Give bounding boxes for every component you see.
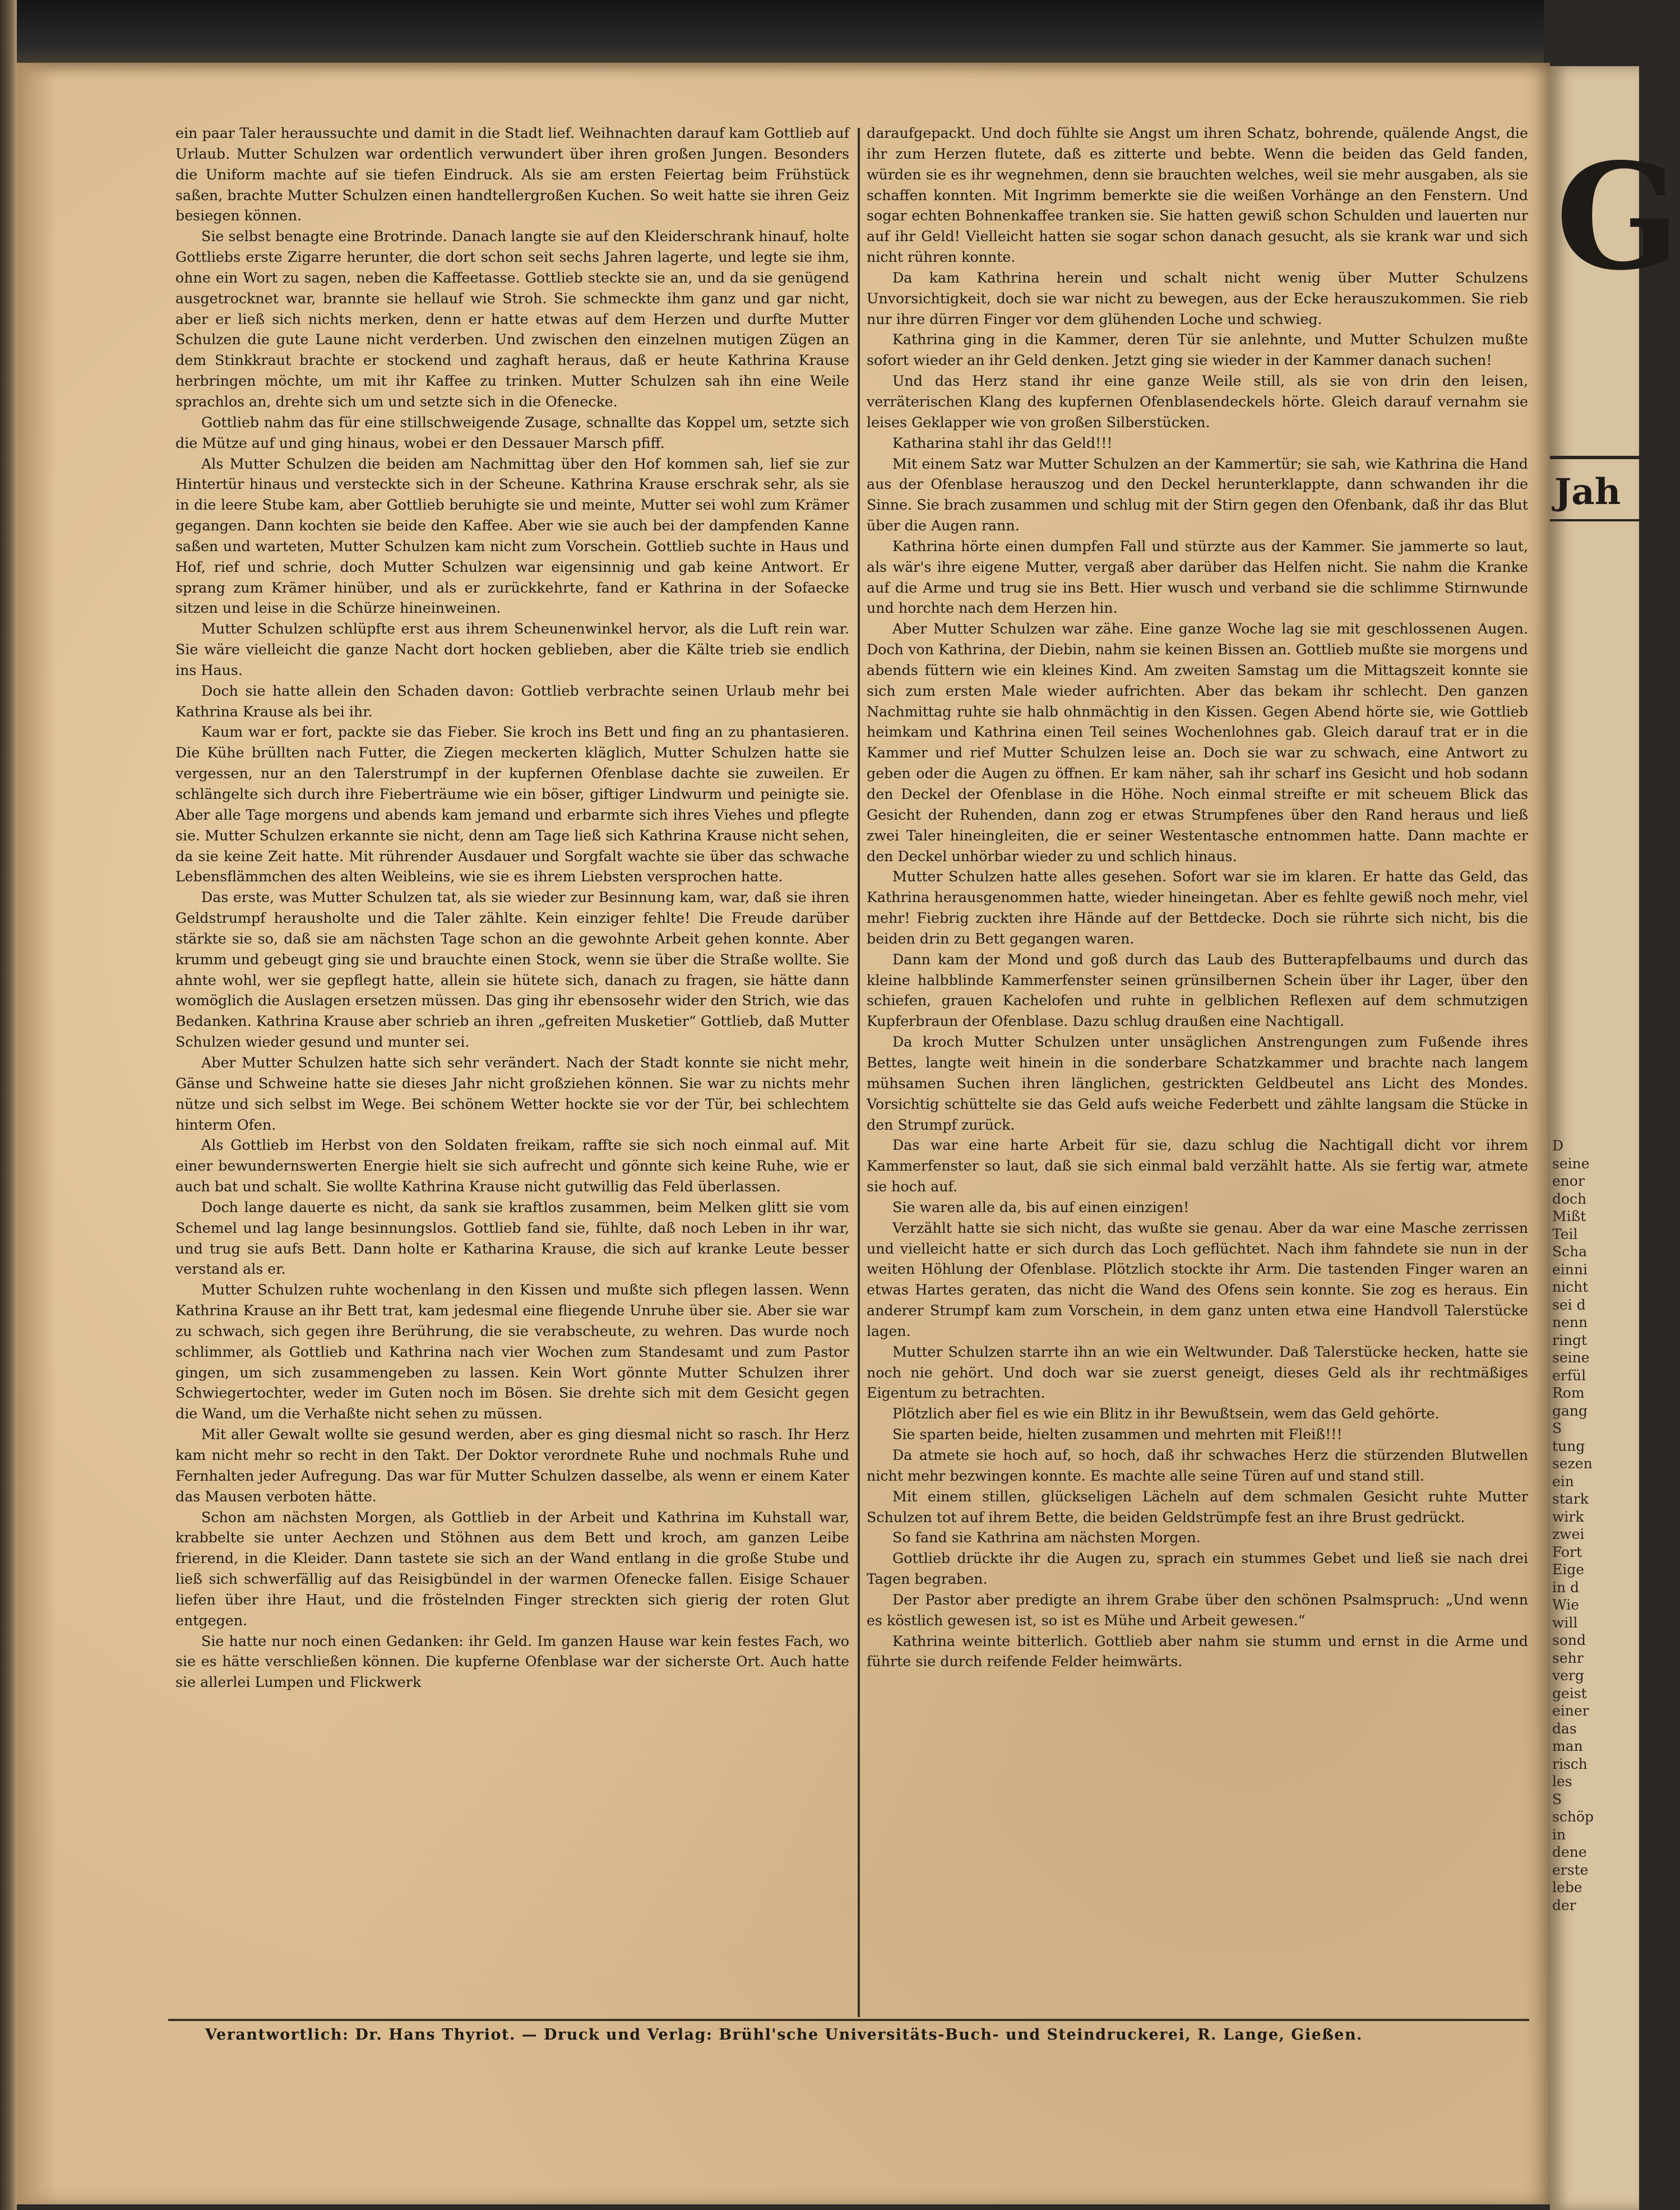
paragraph: Kaum war er fort, packte sie das Fieber. Sie kroch ins Bett und fing an zu phantasieren. Die Kühe brüllten nach Futter, die Ziegen meckerten kläglich, Mutter Schulzen hatte sie vergessen, nur an den Talerstrumpf in der kupfernen Ofenblase dachte sie zuweilen. Er schlängelte sich durch ihre Fieberträume wie ein böser, giftiger Lindwurm und peinigte sie. Aber alle Tage morgens und abends kam jemand und erbarmte sich ihres Viehes und pflegte sie. Mutter Schulzen erkannte sie nicht, denn am Tage ließ sich Kathrina Krause nicht sehen, da sie keine Zeit hatte. Mit rührender Ausdauer und Sorgfalt wachte sie über das schwache Lebensflämmchen des alten Weibleins, wie sie es ihrem Liebsten versprochen hatte.	[175, 724, 849, 885]
paragraph: So fand sie Kathrina am nächsten Morgen.	[892, 1529, 1201, 1546]
neighbor-page-line: ringt	[1552, 1331, 1588, 1348]
neighbor-page-line: einni	[1552, 1261, 1588, 1278]
scan-top-edge	[17, 0, 1544, 66]
neighbor-page-heading: Jah	[1554, 471, 1621, 513]
paragraph: Mit einem Satz war Mutter Schulzen an der Kammertür; sie sah, wie Kathrina die Hand aus der Ofenblase herauszog und den Deckel herunterklappte, dann schwanden ihr die Sinne. Sie brach zusammen und schlug mit der Stirn gegen den Ofenbank, daß ihr das Blut über die Augen rann.	[867, 455, 1528, 534]
paragraph: Das erste, was Mutter Schulzen tat, als sie wieder zur Besinnung kam, war, daß sie ihren Geldstrumpf herausholte und die Taler zählte. Kein einziger fehlte! Die Freude darüber stärkte sie so, daß sie am nächsten Tage schon an die gewohnte Arbeit gehen konnte. Aber krumm und gebeugt ging sie und brauchte einen Stock, wenn sie über die Straße wollte. Sie ahnte wohl, wer sie gepflegt hatte, allein sie hütete sich, danach zu fragen, sie hätte dann womöglich die Auslagen ersetzen müssen. Das ging ihr ebensosehr wider den Strich, wie das Bedanken. Kathrina Krause aber schrieb an ihren „gefreiten Musketier“ Gottlieb, daß Mutter Schulzen wieder gesund und munter sei.	[175, 889, 849, 1051]
paragraph: Dann kam der Mond und goß durch das Laub des Butterapfelbaums und durch das kleine halbblinde Kammerfenster seinen grünsilbernen Schein über ihr Lager, über den schiefen, grauen Kachelofen und ruhte in gelblichen Reflexen auf dem schmutzigen Kupferbraun der Ofenblase. Dazu schlug draußen eine Nachtigall.	[867, 951, 1528, 1030]
paragraph: Doch lange dauerte es nicht, da sank sie kraftlos zusammen, beim Melken glitt sie vom Schemel und lag lange besinnungslos. Gottlieb fand sie, fühlte, daß noch Leben in ihr war, und trug sie aufs Bett. Dann holte er Katharina Krause, die sich auf kranke Leute besser verstand als er.	[175, 1199, 849, 1278]
neighbor-page-line: will	[1552, 1614, 1578, 1631]
neighbor-page-line: schöp	[1552, 1809, 1594, 1825]
paragraph: Verzählt hatte sie sich nicht, das wußte sie genau. Aber da war eine Masche zerrissen und vielleicht hatte er sich durch das Loch geflüchtet. Nach ihm fahndete sie nun in der weiten Höhlung der Ofenblase. Plötzlich stockte ihr Arm. Die tastenden Finger waren an etwas Hartes geraten, das nicht die Wand des Ofens sein konnte. Sie zog es heraus. Ein anderer Strumpf kam zum Vorschein, in dem ganz unten etwa eine Handvoll Talerstücke lagen.	[867, 1219, 1528, 1339]
neighbor-page-line: man	[1552, 1738, 1583, 1754]
paragraph: Sie waren alle da, bis auf einen einzigen!	[892, 1199, 1190, 1215]
paragraph: Schon am nächsten Morgen, als Gottlieb in der Arbeit und Kathrina im Kuhstall war, krabbelte sie unter Aechzen und Stöhnen aus dem Bett und kroch, am ganzen Leibe frierend, in die Kleider. Dann tastete sie sich an der Wand entlang in die große Stube und ließ sich schwerfällig auf das Reisigbündel in der warmen Ofenecke fallen. Eisige Schauer liefen über ihre Haut, und die fröstelnden Finger streckten sich gierig der roten Glut entgegen.	[175, 1509, 849, 1629]
neighbor-page-line: Scha	[1552, 1243, 1588, 1260]
neighbor-page-line: enor	[1552, 1173, 1585, 1189]
neighbor-page-line: Wie	[1552, 1597, 1580, 1613]
page-inner-margin	[17, 63, 56, 2204]
paragraph: Plötzlich aber fiel es wie ein Blitz in ihr Bewußtsein, wem das Geld gehörte.	[892, 1405, 1440, 1422]
neighbor-page-line: das	[1552, 1720, 1577, 1737]
neighbor-page-line: Rom	[1552, 1385, 1585, 1401]
paragraph: Aber Mutter Schulzen war zähe. Eine ganze Woche lag sie mit geschlossenen Augen. Doch von Kathrina, der Diebin, nahm sie keinen Bissen an. Gottlieb mußte sie morgens und abends füttern wie ein kleines Kind. Am zweiten Samstag um die Mittagszeit konnte sie sich zum ersten Male wieder aufrichten. Aber das bekam ihr schlecht. Den ganzen Nachmittag ruhte sie halb ohnmächtig in den Kissen. Gegen Abend hörte sie, wie Gottlieb heimkam und Kathrina einen Teil seines Wochenlohnes gab. Gleich darauf trat er in die Kammer und rief Mutter Schulzen leise an. Doch sie war zu schwach, eine Antwort zu geben oder die Augen zu öffnen. Er kam näher, sah ihr scharf ins Gesicht und hob sodann den Deckel der Ofenblase in die Höhe. Noch einmal streifte er mit scheuem Blick das Gesicht der Ruhenden, dann zog er etwas Strumpfenes über den Rand heraus und ließ zwei Taler hineingleiten, die er seiner Westentasche entnommen hatte. Dann machte er den Deckel unhörbar wieder zu und schlich hinaus.	[867, 621, 1528, 864]
paragraph: Gottlieb nahm das für eine stillschweigende Zusage, schnallte das Koppel um, setzte sich die Mütze auf und ging hinaus, wobei er den Dessauer Marsch pfiff.	[175, 414, 849, 451]
paragraph: Da kam Kathrina herein und schalt nicht wenig über Mutter Schulzens Unvorsichtigkeit, doch sie war nicht zu bewegen, aus der Ecke herauszukommen. Sie rieb nur ihre dürren Finger vor dem glühenden Loche und schwieg.	[867, 269, 1528, 327]
paragraph: Gottlieb drückte ihr die Augen zu, sprach ein stummes Gebet und ließ sie nach drei Tagen begraben.	[867, 1550, 1528, 1588]
paragraph: Sie hatte nur noch einen Gedanken: ihr Geld. Im ganzen Hause war kein festes Fach, wo sie es hätte verschließen können. Die kupferne Ofenblase war der sicherste Ort. Auch hatte sie allerlei Lumpen und Flickwerk	[175, 1633, 849, 1691]
article-column-right	[867, 123, 1528, 1672]
neighbor-page-text	[1552, 1137, 1642, 1914]
neighbor-page-line: nicht	[1552, 1279, 1589, 1295]
neighbor-page-line: sezen	[1552, 1455, 1593, 1472]
paragraph: daraufgepackt. Und doch fühlte sie Angst um ihren Schatz, bohrende, quälende Angst, die ihr zum Herzen flutete, daß es zitterte und bebte. Wenn die beiden das Geld fanden, würden sie es ihr wegnehmen, denn sie brauchten welches, weil sie mehr ausgaben, als sie schaffen konnten. Mit Ingrimm bemerkte sie die weißen Vorhänge an den Fenstern. Und sogar echten Bohnenkaffee tranken sie. Sie hatten gewiß schon Schulden und lauerten nur auf ihr Geld! Vielleicht hatten sie sogar schon danach gesucht, als sie krank war und sich nicht rühren konnte.	[867, 125, 1528, 266]
paragraph: Da kroch Mutter Schulzen unter unsäglichen Anstrengungen zum Fußende ihres Bettes, langte weit hinein in die sonderbare Schatzkammer und brachte nach langem mühsamen Suchen ihren länglichen, gestrickten Geldbeutel ans Licht des Mondes. Vorsichtig schüttelte sie das Geld aufs weiche Federbett und zählte langsam die Stücke in den Strumpf zurück.	[867, 1034, 1528, 1133]
neighbor-page	[1550, 66, 1680, 2210]
paragraph: Als Mutter Schulzen die beiden am Nachmittag über den Hof kommen sah, lief sie zur Hintertür hinaus und versteckte sich in der Scheune. Kathrina Krause erschrak sehr, als sie in die leere Stube kam, aber Gottlieb beruhigte sie und meinte, Mutter sei wohl zum Krämer gegangen. Dann kochten sie beide den Kaffee. Aber wie sie auch bei der dampfenden Kanne saßen und warteten, Mutter Schulzen kam nicht zum Vorschein. Gottlieb suchte in Haus und Hof, rief und schrie, doch Mutter Schulzen war eigensinnig und gab keine Antwort. Er sprang zum Krämer hinüber, und als er zurückkehrte, fand er Kathrina in der Sofaecke sitzen und leise in die Schürze hineinweinen.	[175, 455, 849, 617]
neighbor-page-line: D	[1552, 1138, 1564, 1154]
neighbor-page-line: ein	[1552, 1473, 1574, 1490]
neighbor-page-line: in	[1552, 1826, 1566, 1843]
book-binding	[0, 0, 17, 2210]
paragraph: Sie selbst benagte eine Brotrinde. Danach langte sie auf den Kleiderschrank hinauf, holte Gottliebs erste Zigarre herunter, die dort schon seit sechs Jahren lagerte, und legte sie ihm, ohne ein Wort zu sagen, neben die Kaffeetasse. Gottlieb steckte sie an, und da sie genügend ausgetrocknet war, brannte sie hellauf wie Stroh. Sie schmeckte ihm ganz und gar nicht, aber er ließ sich nichts merken, denn er hatte etwas auf dem Herzen und durfte Mutter Schulzen die gute Laune nicht verderben. Und zwischen den einzelnen mutigen Zügen an dem Stinkkraut brachte er stockend und zaghaft heraus, daß er heute Kathrina Krause herbringen möchte, um mit ihr Kaffee zu trinken. Mutter Schulzen sah ihn eine Weile sprachlos an, drehte sich um und setzte sich in die Ofenecke.	[175, 228, 849, 410]
paragraph: Kathrina weinte bitterlich. Gottlieb aber nahm sie stumm und ernst in die Arme und führte sie durch reifende Felder heimwärts.	[867, 1633, 1528, 1670]
column-divider	[858, 128, 860, 2017]
neighbor-page-line: S	[1552, 1420, 1562, 1436]
neighbor-page-line: zwei	[1552, 1526, 1585, 1542]
paragraph: Der Pastor aber predigte an ihrem Grabe über den schönen Psalmspruch: „Und wenn es köstlich gewesen ist, so ist es Mühe und Arbeit gewesen.“	[867, 1591, 1528, 1629]
neighbor-page-line: verg	[1552, 1667, 1584, 1684]
neighbor-page-initial: G	[1556, 132, 1680, 303]
neighbor-page-line: gang	[1552, 1402, 1588, 1419]
neighbor-page-line: Mißt	[1552, 1208, 1586, 1224]
neighbor-page-line: stark	[1552, 1491, 1589, 1507]
neighbor-page-line: seine	[1552, 1349, 1590, 1366]
paragraph: Doch sie hatte allein den Schaden davon: Gottlieb verbrachte seinen Urlaub mehr bei Kathrina Krause als bei ihr.	[175, 682, 849, 720]
paragraph: Mutter Schulzen hatte alles gesehen. Sofort war sie im klaren. Er hatte das Geld, das Kathrina herausgenommen hatte, wieder hineingetan. Aber es fehlte gewiß noch mehr, viel mehr! Fiebrig zuckten ihre Hände auf der Bettdecke. Doch sie rührte sich nicht, bis die beiden drin zu Bett gegangen waren.	[867, 868, 1528, 947]
neighbor-page-line: tung	[1552, 1437, 1585, 1454]
neighbor-page-line: sehr	[1552, 1649, 1584, 1666]
neighbor-page-rule	[1550, 456, 1639, 459]
neighbor-page-line: nenn	[1552, 1314, 1588, 1330]
paragraph: Mit aller Gewalt wollte sie gesund werden, aber es ging diesmal nicht so rasch. Ihr Herz kam nicht mehr so recht in den Takt. Der Doktor verordnete Ruhe und nochmals Ruhe und Fernhalten jeder Aufregung. Das war für Mutter Schulzen dasselbe, als wenn er einem Kater das Mausen verboten hätte.	[175, 1426, 849, 1505]
neighbor-page-line: Eige	[1552, 1561, 1585, 1578]
neighbor-page-line: erste	[1552, 1861, 1589, 1878]
neighbor-page-line: einer	[1552, 1703, 1589, 1719]
paragraph: Mit einem stillen, glückseligen Lächeln auf dem schmalen Gesicht ruhte Mutter Schulzen tot auf ihrem Bette, die beiden Geldstrümpfe fest an ihre Brust gedrückt.	[867, 1488, 1528, 1525]
neighbor-page-line: dene	[1552, 1844, 1587, 1860]
neighbor-page-line: lebe	[1552, 1879, 1582, 1895]
neighbor-page-line: les	[1552, 1773, 1572, 1790]
paragraph: Aber Mutter Schulzen hatte sich sehr verändert. Nach der Stadt konnte sie nicht mehr, Gänse und Schweine hatte sie dieses Jahr nicht großziehen können. Sie war zu nichts mehr nütze und sich selbst im Wege. Bei schönem Wetter hockte sie vor der Tür, bei schlechtem hinterm Ofen.	[175, 1054, 849, 1133]
paragraph: Mutter Schulzen schlüpfte erst aus ihrem Scheunenwinkel hervor, als die Luft rein war. Sie wäre vielleicht die ganze Nacht dort hocken geblieben, aber die Kälte trieb sie endlich ins Haus.	[175, 621, 849, 678]
paragraph: Katharina stahl ihr das Geld!!!	[892, 434, 1113, 451]
paragraph: Das war eine harte Arbeit für sie, dazu schlug die Nachtigall dicht vor ihrem Kammerfenster so laut, daß sie sich einmal bald verzählt hatte. Als sie fertig war, atmete sie hoch auf.	[867, 1137, 1528, 1195]
neighbor-page-line: Fort	[1552, 1543, 1582, 1560]
neighbor-page-line: risch	[1552, 1755, 1588, 1772]
paragraph: Mutter Schulzen ruhte wochenlang in den Kissen und mußte sich pflegen lassen. Wenn Kathrina Krause an ihr Bett trat, kam jedesmal eine fliegende Unruhe über sie. Aber sie war zu schwach, sich gegen ihre Berührung, die sie verabscheute, zu wehren. Das wurde noch schlimmer, als Gottlieb und Kathrina nach vier Wochen zum Standesamt und zum Pastor gingen, um sich zusammengeben zu lassen. Kein Wort gönnte Mutter Schulzen ihrer Schwiegertochter, weder im Guten noch im Bösen. Sie drehte sich mit dem Gesicht gegen die Wand, um die Verhaßte nicht sehen zu müssen.	[175, 1282, 849, 1422]
neighbor-page-line: doch	[1552, 1190, 1587, 1207]
footer-imprint: Verantwortlich: Dr. Hans Thyriot. — Druck und Verlag: Brühl'sche Universitäts-Buch- und Steindruckerei, R. Lange, Gießen.	[205, 2026, 1363, 2043]
neighbor-page-line: Teil	[1552, 1226, 1578, 1242]
neighbor-page-line: sond	[1552, 1632, 1586, 1648]
neighbor-page-rule	[1550, 519, 1639, 521]
paragraph: Da atmete sie hoch auf, so hoch, daß ihr schwaches Herz die stürzenden Blutwellen nicht mehr bezwingen konnte. Es machte alle seine Türen auf und stand still.	[867, 1447, 1528, 1484]
neighbor-page-line: seine	[1552, 1155, 1590, 1172]
paragraph: Als Gottlieb im Herbst von den Soldaten freikam, raffte sie sich noch einmal auf. Mit einer bewundernswerten Energie hielt sie sich aufrecht und gönnte sich keine Ruhe, wie er auch bat und schalt. Sie wollte Kathrina Krause nicht gutwillig das Feld überlassen.	[175, 1137, 849, 1195]
neighbor-page-line: der	[1552, 1897, 1576, 1913]
paragraph: Kathrina hörte einen dumpfen Fall und stürzte aus der Kammer. Sie jammerte so laut, als wär's ihre eigene Mutter, vergaß aber darüber das Helfen nicht. Sie nahm die Kranke auf die Arme und trug sie ins Bett. Hier wusch und verband sie die schlimme Stirnwunde und horchte nach dem Herzen hin.	[867, 538, 1528, 617]
paragraph: Mutter Schulzen starrte ihn an wie ein Weltwunder. Daß Talerstücke hecken, hatte sie noch nie gehört. Und doch war sie zuerst geneigt, dieses Geld als ihr rechtmäßiges Eigentum zu betrachten.	[867, 1343, 1528, 1402]
paragraph: ein paar Taler heraussuchte und damit in die Stadt lief. Weihnachten darauf kam Gottlieb auf Urlaub. Mutter Schulzen war ordentlich verwundert über ihren großen Jungen. Besonders die Uniform machte auf sie tiefen Eindruck. Als sie am ersten Feiertag beim Frühstück saßen, brachte Mutter Schulzen einen handtellergroßen Kuchen. So weit hatte sie ihren Geiz besiegen können.	[175, 125, 849, 224]
article-column-left	[175, 123, 849, 1693]
neighbor-page-line: S	[1552, 1791, 1562, 1807]
paragraph: Sie sparten beide, hielten zusammen und mehrten mit Fleiß!!!	[892, 1426, 1343, 1443]
neighbor-page-line: wirk	[1552, 1508, 1584, 1525]
neighbor-page-line: in d	[1552, 1579, 1580, 1596]
paragraph: Und das Herz stand ihr eine ganze Weile still, als sie von drin den leisen, verräterischen Klang des kupfernen Ofenblasendeckels hörte. Gleich darauf vernahm sie leises Geklapper wie von großen Silberstücken.	[867, 373, 1528, 431]
paragraph: Kathrina ging in die Kammer, deren Tür sie anlehnte, und Mutter Schulzen mußte sofort wieder an ihr Geld denken. Jetzt ging sie wieder in der Kammer danach suchen!	[867, 331, 1528, 369]
neighbor-page-line: geist	[1552, 1685, 1587, 1702]
footer-rule	[168, 2019, 1529, 2021]
neighbor-page-line: sei d	[1552, 1296, 1586, 1313]
neighbor-page-line: erfül	[1552, 1367, 1586, 1384]
